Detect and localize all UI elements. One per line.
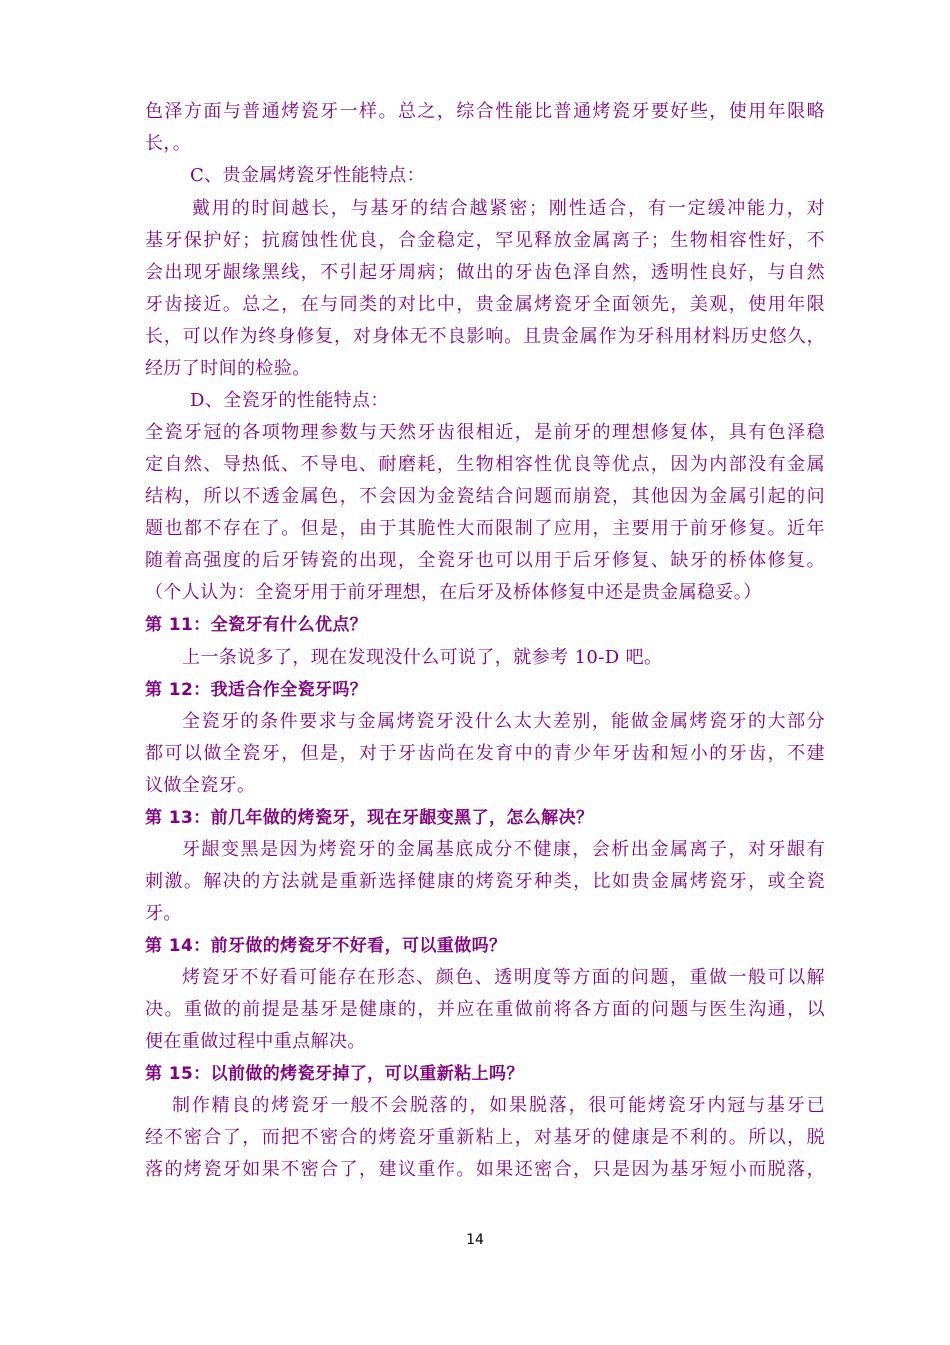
body-text-line: 题也都不存在了。但是，由于其脆性大而限制了应用，主要用于前牙修复。近年: [145, 518, 825, 539]
body-text-line: 全瓷牙的条件要求与金属烤瓷牙没什么太大差别，能做金属烤瓷牙的大部分: [182, 711, 825, 732]
body-text-line: 落的烤瓷牙如果不密合了，建议重作。如果还密合，只是因为基牙短小而脱落，: [145, 1159, 825, 1180]
body-text-line: 制作精良的烤瓷牙一般不会脱落的，如果脱落，很可能烤瓷牙内冠与基牙已: [172, 1095, 825, 1116]
question-heading: 第 11：全瓷牙有什么优点？: [145, 615, 368, 635]
question-heading: 第 14：前牙做的烤瓷牙不好看，可以重做吗？: [145, 936, 507, 956]
body-text-line: 牙齿接近。总之，在与同类的对比中，贵金属烤瓷牙全面领先，美观，使用年限: [145, 294, 825, 315]
body-text-line: 都可以做全瓷牙，但是，对于牙齿尚在发育中的青少年牙齿和短小的牙齿，不建: [145, 743, 825, 764]
body-text-line: 上一条说多了，现在发现没什么可说了，就参考 10-D 吧。: [182, 647, 663, 668]
page-number: 14: [466, 1232, 484, 1248]
body-text-line: 长，。: [145, 133, 192, 154]
body-text-line: 戴用的时间越长，与基牙的结合越紧密；刚性适合，有一定缓冲能力，对: [192, 198, 825, 219]
body-text-line: （个人认为：全瓷牙用于前牙理想，在后牙及桥体修复中还是贵金属稳妥。）: [145, 582, 762, 603]
body-text-line: 牙。: [145, 903, 182, 924]
section-label: C、贵金属烤瓷牙性能特点：: [190, 165, 425, 186]
body-text-line: 决。重做的前提是基牙是健康的，并应在重做前将各方面的问题与医生沟通，以: [145, 999, 825, 1020]
body-text-line: 经历了时间的检验。: [145, 358, 311, 379]
body-text-line: 烤瓷牙不好看可能存在形态、颜色、透明度等方面的问题，重做一般可以解: [182, 967, 825, 988]
body-text-line: 全瓷牙冠的各项物理参数与天然牙齿很相近，是前牙的理想修复体，具有色泽稳: [145, 422, 825, 443]
body-text-line: 经不密合了，而把不密合的烤瓷牙重新粘上，对基牙的健康是不利的。所以，脱: [145, 1127, 825, 1148]
body-text-line: 会出现牙龈缘黑线，不引起牙周病；做出的牙齿色泽自然，透明性良好，与自然: [145, 262, 825, 283]
body-text-line: 长，可以作为终身修复，对身体无不良影响。且贵金属作为牙科用材料历史悠久，: [145, 326, 825, 347]
body-text-line: 随着高强度的后牙铸瓷的出现，全瓷牙也可以用于后牙修复、缺牙的桥体修复。: [145, 550, 825, 571]
section-label: D、全瓷牙的性能特点：: [190, 390, 389, 411]
body-text-line: 基牙保护好；抗腐蚀性优良，合金稳定，罕见释放金属离子；生物相容性好，不: [145, 230, 825, 251]
question-heading: 第 12：我适合作全瓷牙吗？: [145, 680, 368, 700]
question-heading: 第 15：以前做的烤瓷牙掉了，可以重新粘上吗？: [145, 1064, 524, 1084]
body-text-line: 结构，所以不透金属色，不会因为金瓷结合问题而崩瓷，其他因为金属引起的问: [145, 486, 825, 507]
question-heading: 第 13：前几年做的烤瓷牙，现在牙龈变黑了，怎么解决？: [145, 808, 594, 828]
body-text-line: 色泽方面与普通烤瓷牙一样。总之，综合性能比普通烤瓷牙要好些，使用年限略: [145, 101, 825, 122]
body-text-line: 定自然、导热低、不导电、耐磨耗，生物相容性优良等优点，因为内部没有金属: [145, 454, 825, 475]
body-text-line: 牙龈变黑是因为烤瓷牙的金属基底成分不健康，会析出金属离子，对牙龈有: [182, 839, 825, 860]
body-text-line: 刺激。解决的方法就是重新选择健康的烤瓷牙种类，比如贵金属烤瓷牙，或全瓷: [145, 871, 825, 892]
body-text-line: 议做全瓷牙。: [145, 775, 256, 796]
body-text-line: 便在重做过程中重点解决。: [145, 1031, 366, 1052]
